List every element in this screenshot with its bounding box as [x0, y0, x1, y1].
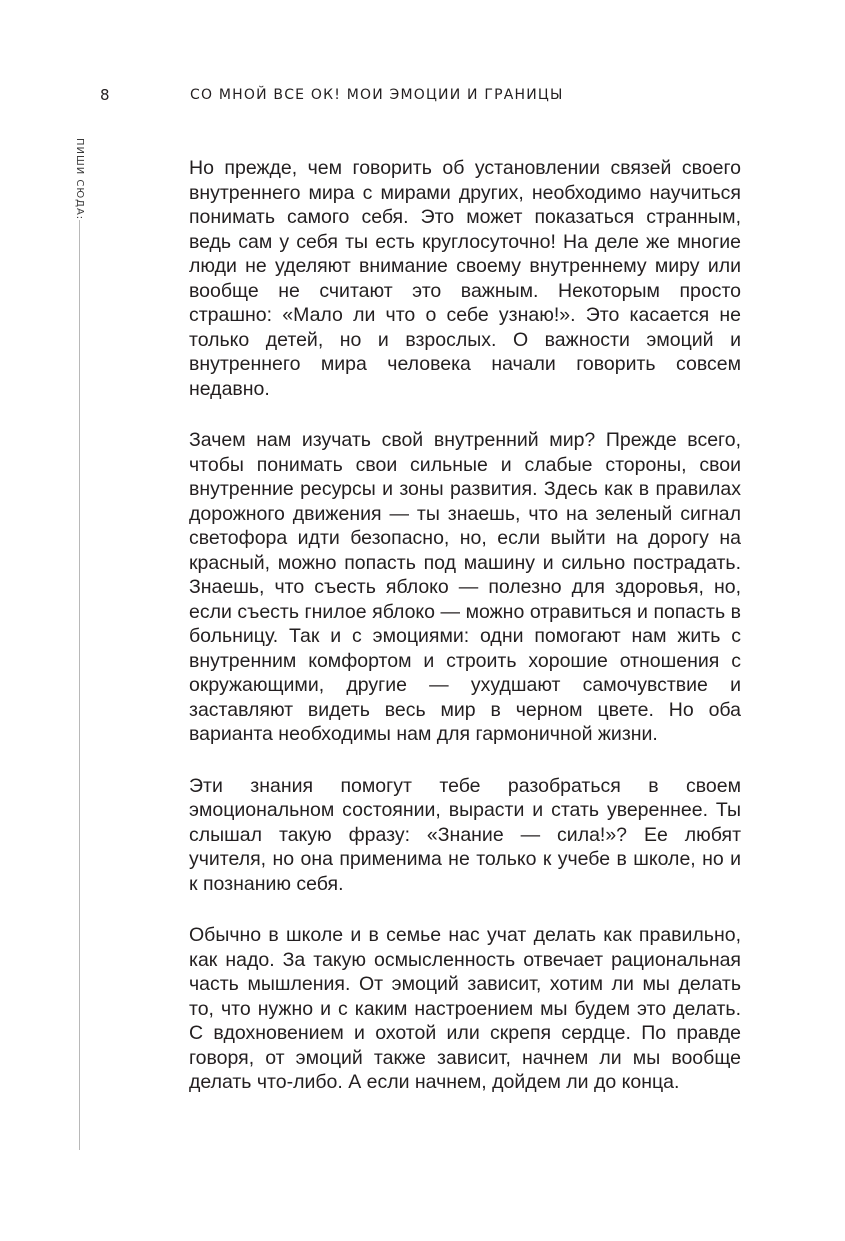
paragraph-2: Зачем нам изучать свой внутренний мир? Прежде всего, чтобы понимать свои сильные и слабые стороны, свои внутренние ресурсы и зоны развития. Здесь как в правилах дорожного движения — ты знаешь, что на зеленый сигнал светофора идти безопасно, но, если выйти на дорогу на красный, можно попасть под машину и сильно пострадать. Знаешь, что съесть яблоко — полезно для здоровья, но, если съесть гнилое яблоко — можно отравиться и попасть в больницу. Так и с эмоциями: одни помогают нам жить с внутренним комфортом и строить хорошие отношения с окружающими, другие — ухудшают самочувствие и заставляют видеть весь мир в черном цвете. Но оба варианта необходимы нам для гармоничной жизни.	[189, 429, 741, 745]
running-title: СО МНОЙ ВСЕ ОК! МОИ ЭМОЦИИ И ГРАНИЦЫ	[190, 87, 564, 103]
paragraph-3: Эти знания помогут тебе разобраться в своем эмоциональном состоянии, вырасти и стать увереннее. Ты слышал такую фразу: «Знание — сила!»? Ее любят учителя, но она применима не только к учебе в школе, но и к познанию себя.	[189, 774, 741, 895]
body-text	[189, 156, 741, 1122]
paragraph-4: Обычно в школе и в семье нас учат делать как правильно, как надо. За такую осмысленность отвечает рациональная часть мышления. От эмоций зависит, хотим ли мы делать то, что нужно и с каким настроением мы будем это делать. С вдохновением и охотой или скрепя сердце. По правде говоря, от эмоций также зависит, начнем ли мы вообще делать что-либо. А если начнем, дойдем ли до конца.	[189, 924, 741, 1093]
page-number: 8	[100, 86, 111, 104]
margin-notes-label-text: ПИШИ СЮДА:	[74, 138, 85, 221]
paragraph-1: Но прежде, чем говорить об установлении связей своего внутреннего мира с мирами других, необходимо научиться понимать самого себя. Это может показаться странным, ведь сам у себя ты есть круглосуточно! На деле же многие люди не уделяют внимание своему внутреннему миру или вообще не считают это важным. Некоторым просто страшно: «Мало ли что о себе узнаю!». Это касается не только детей, но и взрослых. О важности эмоций и внутреннего мира человека начали говорить совсем недавно.	[189, 157, 741, 400]
margin-notes-label	[74, 138, 90, 228]
margin-notes-line	[79, 220, 80, 1150]
